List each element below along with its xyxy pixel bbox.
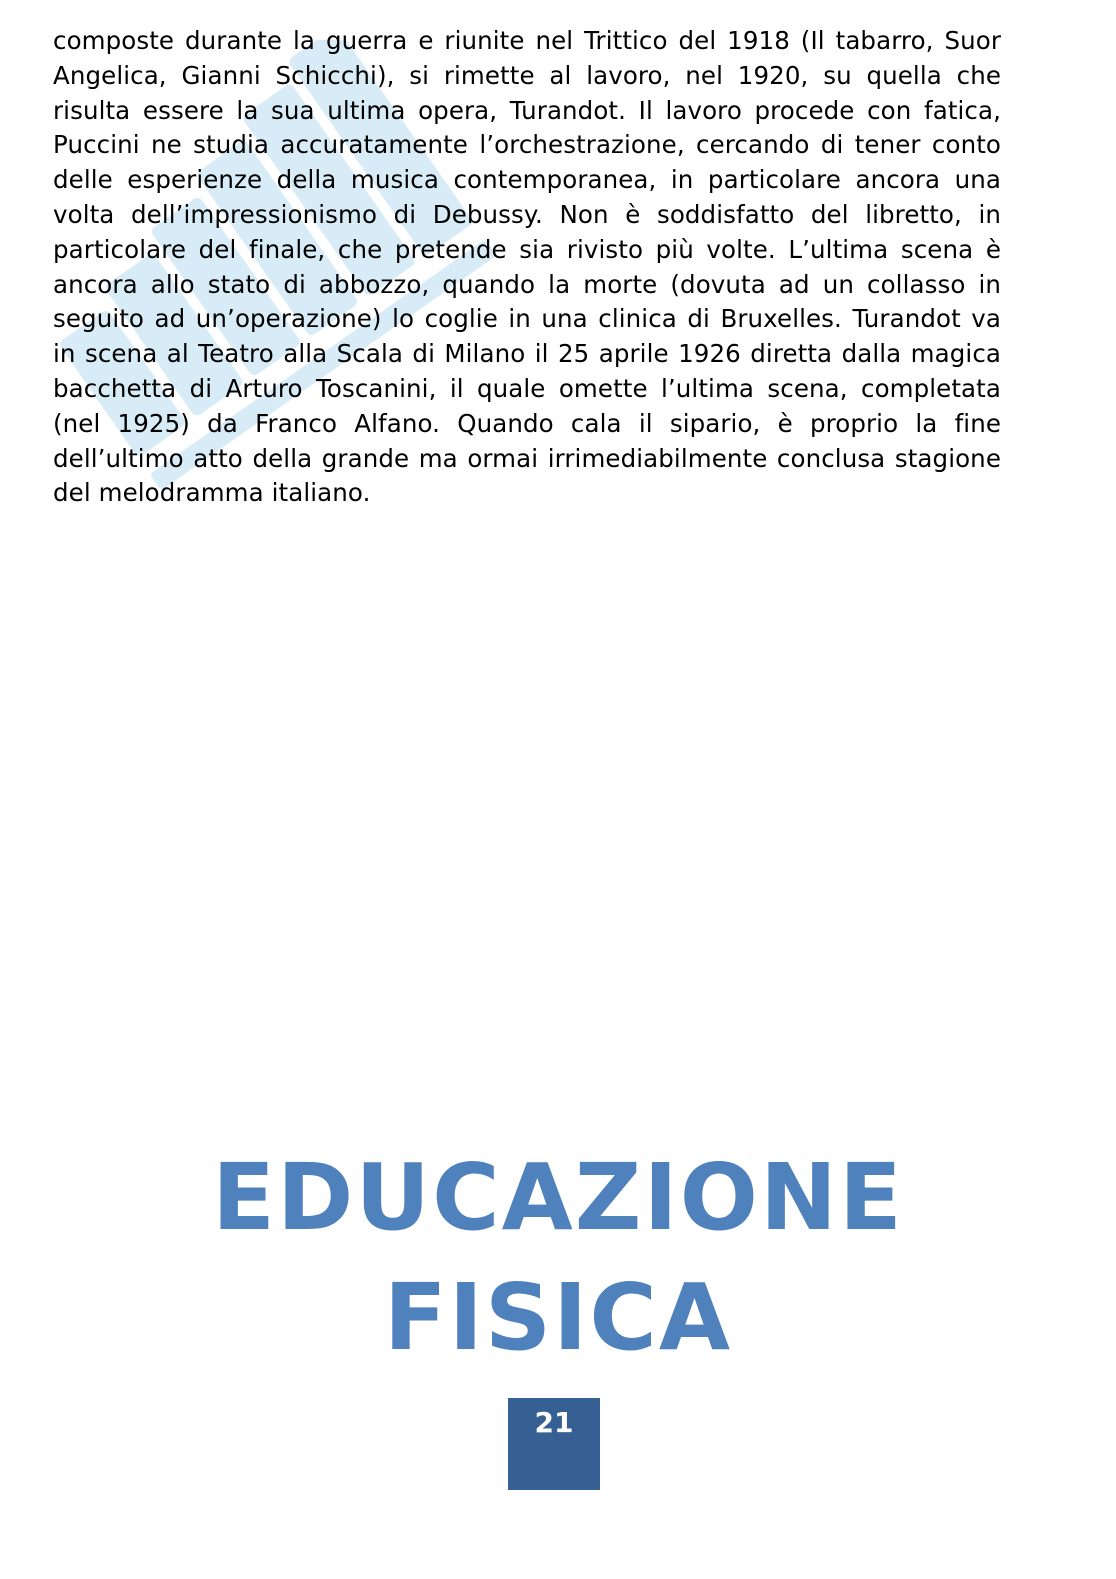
- section-title-line-2: FISICA: [383, 1264, 733, 1371]
- section-title-line-1: EDUCAZIONE: [212, 1144, 904, 1251]
- body-paragraph: composte durante la guerra e riunite nel Trittico del 1918 (Il tabarro, Suor Angelica, Gianni Schicchi), si rimette al lavoro, nel 1920, su quella che risulta essere la sua ultima opera, Turandot. Il lavoro procede con fatica, Puccini ne studia accuratamente l’orchestrazione, cercando di tener conto delle esperienze della musica contemporanea, in particolare ancora una volta dell’impressionismo di Debussy. Non è soddisfatto del libretto, in particolare del finale, che pretende sia rivisto più volte. L’ultima scena è ancora allo stato di abbozzo, quando la morte (dovuta ad un collasso in seguito ad un’operazione) lo coglie in una clinica di Bruxelles. Turandot va in scena al Teatro alla Scala di Milano il 25 aprile 1926 diretta dalla magica bacchetta di Arturo Toscanini, il quale omette l’ultima scena, completata (nel 1925) da Franco Alfano. Quando cala il sipario, è proprio la fine dell’ultimo atto della grande ma ormai irrimediabilmente conclusa stagione del melodramma italiano.: [53, 26, 1001, 508]
- page-number: 21: [534, 1406, 574, 1439]
- page-number-badge: [508, 1398, 600, 1490]
